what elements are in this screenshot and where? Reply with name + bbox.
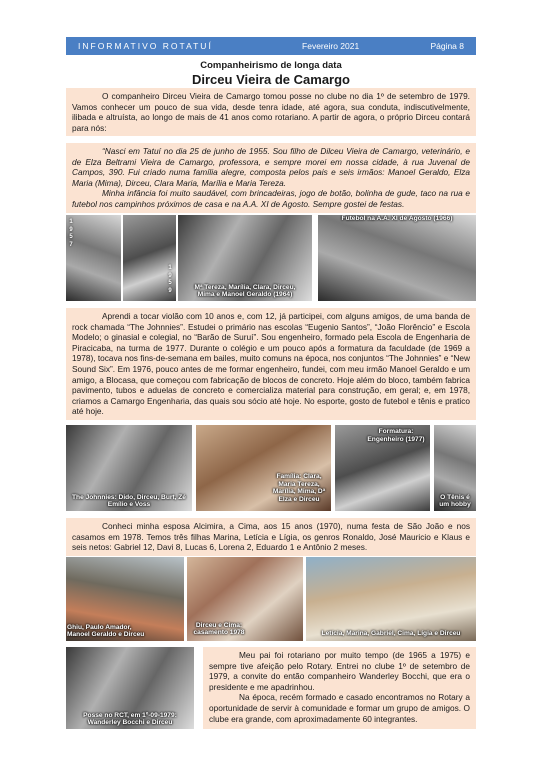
photo-caption-siblings: Mª Tereza, Marília, Clara, Dirceu, Mima e Manoel Geraldo (1964) <box>194 283 296 299</box>
photo-caption-johnnies: The Johnnies: Dido, Dirceu, Burt, Zé Emílio e Voss <box>72 493 186 509</box>
photo-wedding <box>187 557 303 641</box>
issue-date: Fevereiro 2021 <box>302 41 360 51</box>
photo-caption-daughters: Letícia, Marina, Gabriel, Cima, Lígia e Dirceu <box>321 630 461 638</box>
family-text: Conheci minha esposa Alcimira, a Cima, aos 15 anos (1970), numa festa de São João e nos casamos em 1978. Temos três filhas Marina, Letícia e Lígia, os genros Ronaldo, José Mauricio e Klaus e seis netos: Gabriel 12, Davi 8, Lucas 6, Lorena 2, Eduardo 1 e Antônio 2 meses. <box>72 521 470 553</box>
publication-name: INFORMATIVO ROTATUÍ <box>78 41 213 51</box>
photo-daughters <box>306 557 476 641</box>
photo-family <box>196 425 331 511</box>
photo-year-1957: 1957 <box>69 219 73 248</box>
photo-caption-football: Futebol na A.A. XI de Agosto (1966) <box>341 215 453 222</box>
article-title: Dirceu Vieira de Camargo <box>192 72 350 87</box>
photo-caption-wedding: Dirceu e Cima: casamento 1978 <box>193 621 245 637</box>
article-titles <box>66 60 476 87</box>
photo-caption-ghiu: Ghiu, Paulo Amador, Manoel Geraldo e Dirceu <box>67 623 145 639</box>
rotary-text-2: Na época, recém formado e casado encontramos no Rotary a oportunidade de servir à comunidade e formar um grupo de amigos. O clube era grande, com aproximadamente 60 integrantes. <box>209 692 470 724</box>
intro-text: O companheiro Dirceu Vieira de Camargo tomou posse no clube no dia 1º de setembro de 1979. Vamos conhecer um pouco de sua vida, desde tenra idade, até agora, sua conduta, indiscutivelmente, ilibada e altruísta, ao longo de mais de 41 anos como rotariano. A partir de agora, o próprio Dirceu contará para nós: <box>72 91 470 133</box>
quote-paragraph-1: “Nasci em Tatuí no dia 25 de junho de 1955. Sou filho de Dilceu Vieira de Camargo, veterinário, e de Elza Beltrami Vieira de Camargo, professora, e sempre morei em nossa cidade, à rua Juvenal de Campos, 390. Fui criado numa família alegre, composta pelos pais e seis irmãos: Manoel Geraldo, Elza Maria (Mima), Dirceu, Clara Maria, Marília e Maria Tereza. <box>72 146 470 188</box>
photo-graduation <box>335 425 430 511</box>
intro-paragraph <box>66 88 476 136</box>
photo-the-johnnies <box>66 425 192 511</box>
rotary-paragraph <box>203 647 476 729</box>
photo-child-1959 <box>123 215 176 301</box>
photo-music-group <box>66 557 184 641</box>
photo-football-team <box>318 215 476 301</box>
photo-siblings <box>178 215 312 301</box>
photo-caption-graduation: Formatura: Engenheiro (1977) <box>367 428 425 443</box>
article-kicker: Companheirismo de longa data <box>200 60 342 71</box>
music-career-paragraph <box>66 308 476 420</box>
family-paragraph <box>66 518 476 556</box>
rotary-text-1: Meu pai foi rotariano por muito tempo (de 1965 a 1975) e sempre tive afeição pelo Rotary. Entrei no clube 1º de setembro de 1979, a convite do então companheiro Wanderley Bocchi, que era o presidente e me apadrinhou. <box>209 650 470 692</box>
music-career-text: Aprendi a tocar violão com 10 anos e, com 12, já participei, com alguns amigos, de uma banda de rock chamada “The Johnnies”. Estudei o primário nas escolas “Eugenio Santos”, “João Florêncio” e Escola Modelo; o ginasial e colegial, no “Barão de Suruí”. Sou engenheiro, formado pela Escola de Engenharia de Piracicaba, na turma de 1977. Durante o colégio e um pouco após a formatura da faculdade (de 1969 a 1978), tocava nos fins-de-semana em bailes, muito comuns na época, nos conjuntos “The Johnnies” e “New Sound Six”. Em 1976, pouco antes de me formar engenheiro, fundei, com meu irmão Manoel Geraldo e um amigo, a Blocasa, que começou com fabricação de blocos de concreto. Hoje além do bloco, também fabrica pavimento, tubos e aduelas de concreto e comercializa material para construção, em geral; e, em 1978, criamos a Camargo Engenharia, das quais sou sócio até hoje. No esporte, gosto de futebol e tênis e pratico até hoje. <box>72 311 470 417</box>
quote-block <box>66 143 476 213</box>
photo-caption-induction: Posse no RCT, em 1º-09-1979: Wanderley Bocchi e Dirceu <box>83 711 177 727</box>
photo-year-1959: 1959 <box>168 265 172 294</box>
photo-caption-tennis: O Tênis é um hobby <box>439 493 471 509</box>
newsletter-header <box>66 37 476 55</box>
photo-rotary-induction <box>66 647 194 729</box>
photo-tennis <box>434 425 476 511</box>
photo-baby-1957 <box>66 215 121 301</box>
page-number: Página 8 <box>430 41 464 51</box>
photo-caption-family: Família: Clara, Maria Tereza, Marília, Mima, Dª Elza e Dirceu <box>272 473 326 503</box>
quote-paragraph-2: Minha infância foi muito saudável, com brincadeiras, jogo de botão, bolinha de gude, taco na rua e futebol nos campinhos próximos de casa e na A.A. XI de Agosto. Sempre gostei de festas. <box>72 188 470 209</box>
